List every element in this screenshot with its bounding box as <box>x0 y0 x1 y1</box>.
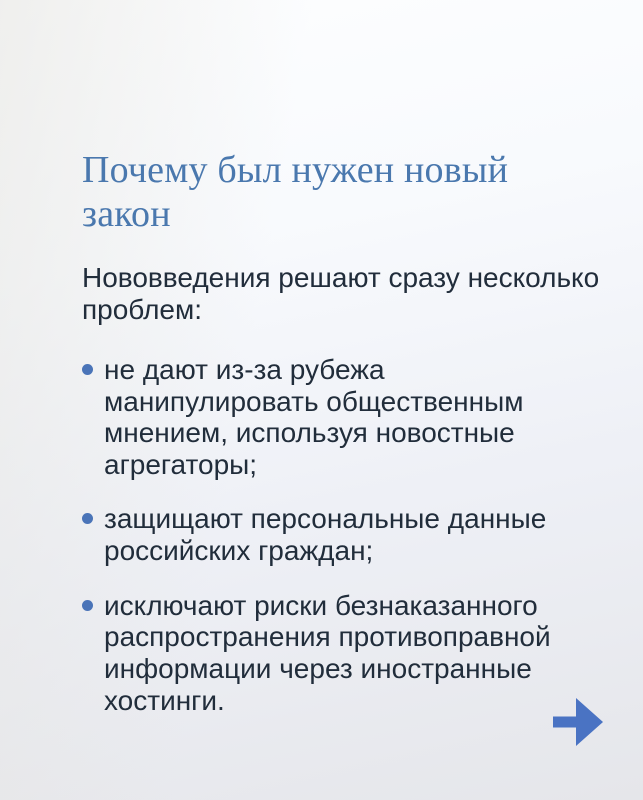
bullet-dot-icon <box>82 513 93 524</box>
intro-text: Нововведения решают сразу несколько проблем: <box>82 262 600 326</box>
bullet-list <box>82 354 602 716</box>
arrow-right-icon <box>553 698 603 746</box>
bullet-dot-icon <box>82 600 93 611</box>
page-title: Почему был нужен новый закон <box>82 149 509 236</box>
list-item <box>82 503 602 566</box>
card-content <box>82 148 602 716</box>
bullet-dot-icon <box>82 364 93 375</box>
list-item <box>82 354 602 481</box>
list-item-text: исключают риски безнаказанного распространения противоправной информации через иностранные хостинги. <box>104 589 551 716</box>
next-arrow-button[interactable] <box>553 698 603 746</box>
list-item-text: не дают из-за рубежа манипулировать общественным мнением, используя новостные агрегаторы; <box>104 353 524 480</box>
list-item <box>82 590 602 717</box>
list-item-text: защищают персональные данные российских граждан; <box>104 503 547 567</box>
